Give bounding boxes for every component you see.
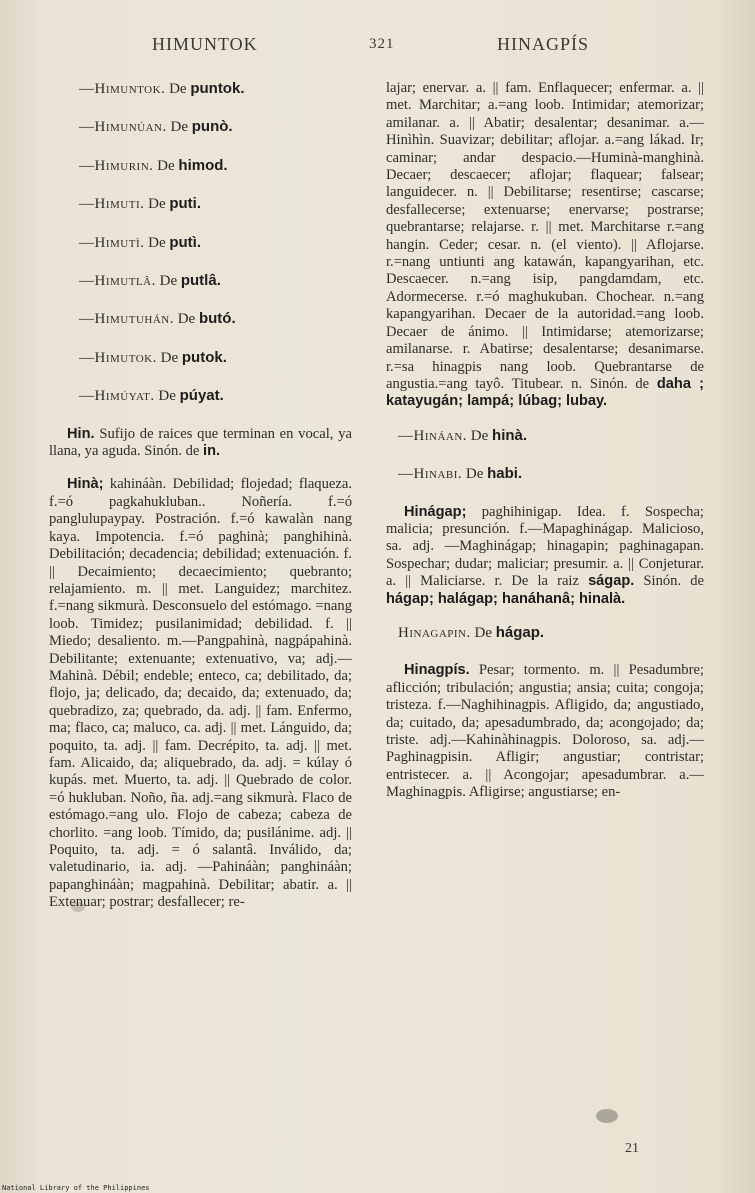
xref-de: De — [170, 119, 188, 136]
definition: lajar; enervar. a. || fam. Enflaquecer; enfermar. a. || met. Marchitar; a.=ang loob. Intimidar; atemorizar; amilanar. a. || Abatir; desalentar; desanimar. a.—Hinìhìn. Suavizar; debilitar; aflojar. a.=ang lákad. Ir; caminar; andar despacio.—Huminà-manghinà. Decaer; descaecer; aflojar; flaquear; falsear; languidecer. n. || Debilitarse; resentirse; cascarse; desfallecerse; extenuarse; enervarse; postrarse; quebrantarse; relajarse. r. || met. Marchitarse r.=ang hangin. Ceder; cesar. n. (el viento). || Aflojarse. r.=nang untiunti ang katawán, kapangyarihan, etc. Descaecer. n.=ang isip, pangdamdam, etc. Adormecerse. r.=ó maghukuban. Chochear. n.=ang kapangyarihan. Decaer de la autoridad.=ang loob. Decaer de ánimo. || Intimidarse; atemorizarse; amilanarse. r. Abatirse; desalentarse; desanimarse. r.=sa hinagpis nang loob. Quebrantarse de angustia.=ang tayô. Titubear. n. Sinón. de — [386, 80, 704, 392]
xref-root: butó. — [198, 310, 236, 328]
entry-hina-continuation — [386, 80, 704, 411]
xref-de: De — [160, 349, 179, 366]
xref-root: putì. — [169, 233, 202, 251]
entry-hina — [49, 476, 352, 911]
entry-hin — [49, 426, 352, 461]
synonym-ref: in. — [203, 443, 221, 460]
xref-root: púyat. — [179, 387, 224, 405]
xref-de: De — [148, 196, 166, 213]
synonym-lead: Sinón. de — [634, 573, 704, 590]
xref-line — [79, 118, 352, 136]
left-column — [49, 80, 352, 928]
xref-de: De — [169, 81, 187, 97]
xref-word: —Himunúan. — [79, 119, 167, 136]
xref-word: —Himutok. — [79, 349, 157, 366]
running-header — [0, 34, 755, 58]
xref-de: De — [158, 388, 176, 405]
xref-word: —Himutlâ. — [79, 273, 156, 290]
synonym-list: daha ; katayugán; lampá; lúbag; lubay. — [386, 375, 704, 410]
xref-de: De — [148, 234, 166, 251]
xref-root: himod. — [178, 156, 228, 174]
xref-line — [79, 234, 352, 252]
ink-stain — [596, 1109, 618, 1123]
xref-root: hinà. — [492, 426, 528, 444]
xref-word: —Hináan. — [398, 427, 468, 444]
definition: Sufijo de raices que terminan en vocal, ya llana, ya aguda. Sinón. de — [49, 425, 352, 460]
xref-de: De — [177, 311, 196, 328]
definition: kahináàn. Debilidad; flojedad; flaqueza. f.=ó pagkahukluban.. Noñería. f.=ó panglulupaypay. Postración. f.=ó kawalàn nang kaya. Impotencia. f.=ó paghinà; panghihinà. Debilitación; decadencia; debilidad; extenuación. f. || Decaimiento; decaecimiento; quebranto; relajamiento. m. || met. Languidez; marchitez. f.=nang sikmurà. Desconsuelo del estómago. =nang loob. Timidez; pusilanimidad; debilidad. f. || Miedo; desaliento. m.—Pangpahinà, nagpápahinà. Debilitante; extenuante; extenuativo, va; adj.—Mahinà. Débil; endeble; enteco, ca; debilitado, da; flojo, ja; delicado, da; decaido, da; extenuado, da; quebradizo, za; quebrado, da. adj. || fam. Enfermo, ma; flaco, ca; maluco, ca. adj. || met. Lánguido, da; poquito, ta. adj. || fam. Decrépito, ta. adj. || met. fam. Alicaido, da; aliquebrado, da. adj. = kúlay ó kupás. met. Muerto, ta. adj. || Quebrado de color. =ó hukluban. Noño, ña. adj.=ang sikmurà. Flaco de estómago.=ang ulo. Flojo de cabeza; cabeza de chorlito. =ang loob. Tímido, da; pusilánime. adj. || Poquito, ta. adj. = ó salantâ. Inválido, da; valetudinario, ia. adj. —Pahináàn; panghináàn; papanghináàn; magpahinà. Debilitar; abatir. a. || Extenuar; postrar; desfallecer; re- — [49, 476, 352, 911]
xref-word: —Himurin. — [79, 157, 154, 174]
right-column — [386, 80, 704, 818]
headword: Hinagpís. — [404, 662, 470, 679]
xref-word: Hinagapin. — [398, 624, 471, 641]
xref-de: De — [465, 466, 484, 483]
root-ref: ságap. — [588, 573, 635, 590]
xref-word: —Himutuhán. — [79, 311, 174, 328]
xref-de: De — [157, 157, 175, 174]
xref-root: hágap. — [495, 623, 545, 641]
xref-line — [79, 195, 352, 213]
xref-de: De — [159, 273, 178, 290]
ink-stain — [71, 902, 85, 912]
header-right-word: HINAGPÍS — [497, 34, 590, 54]
xref-root: puntok. — [190, 80, 245, 97]
xref-word: —Hinabi. — [398, 466, 463, 483]
entry-hinagap — [386, 504, 704, 608]
entry-hinagpis — [386, 662, 704, 801]
xref-line — [79, 80, 352, 98]
cross-reference-list — [386, 427, 704, 484]
headword: Hin. — [67, 425, 95, 442]
xref-word: —Himuti. — [79, 196, 145, 213]
xref-line — [79, 157, 352, 175]
xref-root: putok. — [181, 348, 227, 366]
definition: paghihinigap. Idea. f. Sospecha; malicia; presunción. f.—Mapaghinágap. Malicioso, sa. adj. —Maghinágap; hinagapin; paghinagapan. Sospechar; dudar; maliciar; presumir. a. || Conjeturar. a. || Maliciarse. r. De la raiz — [386, 503, 704, 590]
xref-line — [398, 465, 704, 483]
xref-de: De — [470, 427, 489, 444]
synonym-list: hágap; halágap; hanáhanâ; hinalà. — [386, 590, 626, 607]
xref-line — [79, 272, 352, 290]
headword: Hinà; — [67, 476, 104, 493]
xref-root: habi. — [487, 465, 523, 483]
xref-line — [79, 387, 352, 405]
xref-line — [398, 427, 704, 445]
page-number: 321 — [369, 36, 395, 52]
xref-de: De — [474, 624, 492, 641]
xref-word: —Himuntok. — [79, 81, 166, 97]
headword: Hinágap; — [404, 503, 467, 520]
xref-line — [79, 349, 352, 367]
xref-word: —Himutì. — [79, 234, 145, 251]
xref-hinagapin — [398, 624, 704, 642]
header-left-word: HIMUNTOK — [152, 34, 258, 54]
xref-word: —Himúyat. — [79, 388, 155, 405]
library-watermark: National Library of the Philippines — [2, 1184, 150, 1192]
cross-reference-list — [49, 80, 352, 406]
xref-line — [79, 310, 352, 328]
xref-root: punò. — [191, 118, 233, 136]
signature-mark: 21 — [625, 1141, 639, 1156]
definition: Pesar; tormento. m. || Pesadumbre; aflicción; tribulación; angustia; ansia; cuita; congoja; tristeza. f.—Naghihinagpis. Afligido, da; angustiado, da; cuitado, da; apesadumbrado, da; acongojado; da; triste. adj.—Kahinàhinagpis. Doloroso, sa. adj.—Paghinagpisin. Afligir; angustiar; contristar; entristecer. a. || Acongojar; apesadumbrar. a.—Maghinagpis. Afligirse; angustiarse; en- — [386, 662, 704, 801]
xref-root: puti. — [169, 195, 202, 213]
xref-root: putlâ. — [180, 272, 221, 290]
